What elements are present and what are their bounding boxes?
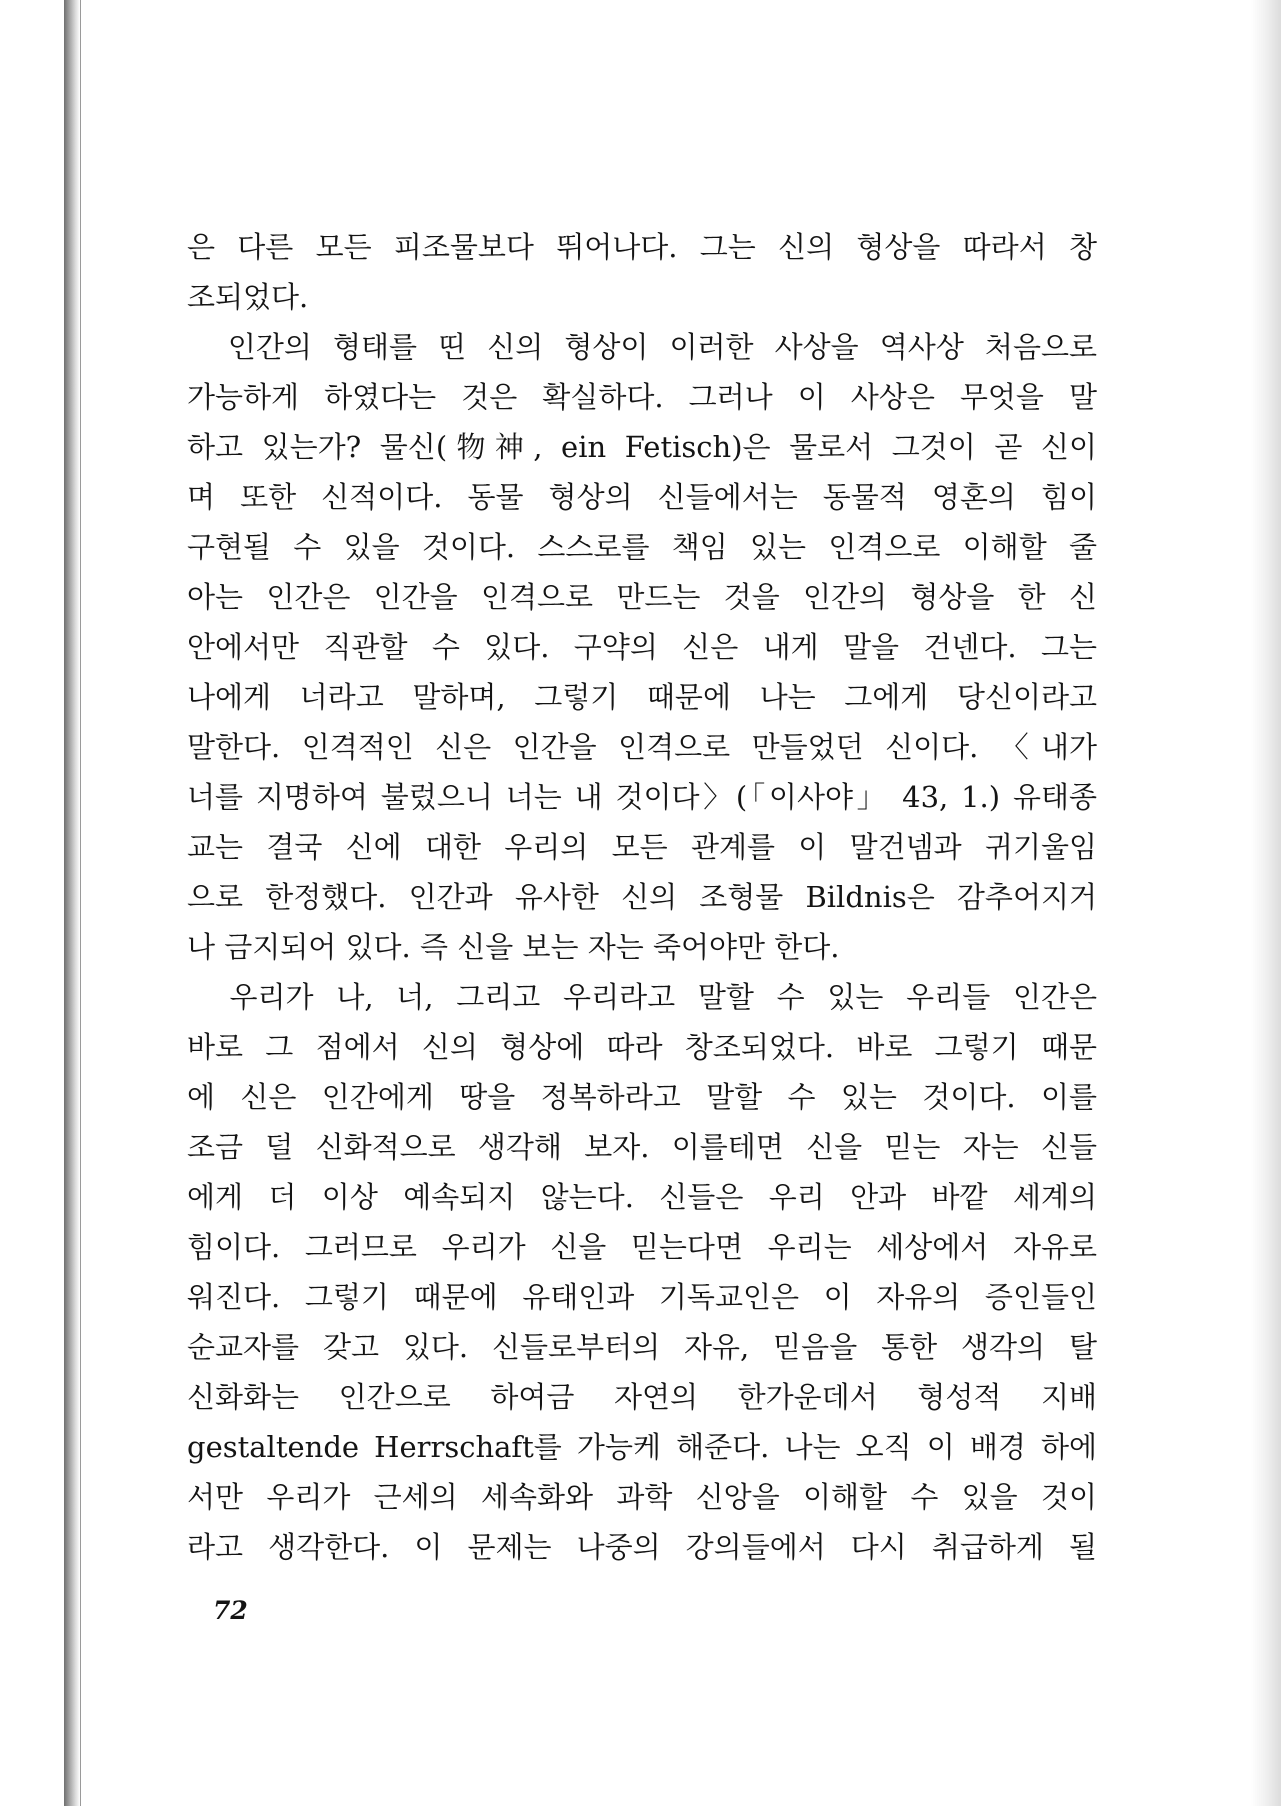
text-line: 서만 우리가 근세의 세속화와 과학 신앙을 이해할 수 있을 것이 xyxy=(187,1480,1097,1514)
page-number: 72 xyxy=(213,1596,248,1625)
text-line: 구현될 수 있을 것이다. 스스로를 책임 있는 인격으로 이해할 줄 xyxy=(187,530,1097,564)
body-text xyxy=(187,222,1097,1572)
text-line: 아는 인간은 인간을 인격으로 만드는 것을 인간의 형상을 한 신 xyxy=(187,580,1097,614)
text-line: 조되었다. xyxy=(187,280,309,314)
text-line: 순교자를 갖고 있다. 신들로부터의 자유, 믿음을 통한 생각의 탈 xyxy=(187,1330,1097,1364)
text-line: 은 다른 모든 피조물보다 뛰어나다. 그는 신의 형상을 따라서 창 xyxy=(187,230,1097,264)
text-line: 교는 결국 신에 대한 우리의 모든 관계를 이 말건넴과 귀기울임 xyxy=(187,830,1097,864)
page-binding-edge xyxy=(64,0,80,1806)
text-line: 가능하게 하였다는 것은 확실하다. 그러나 이 사상은 무엇을 말 xyxy=(187,380,1097,414)
text-line: 바로 그 점에서 신의 형상에 따라 창조되었다. 바로 그렇기 때문 xyxy=(187,1030,1097,1064)
text-line: 신화화는 인간으로 하여금 자연의 한가운데서 형성적 지배 xyxy=(187,1380,1097,1414)
text-line: 나 금지되어 있다. 즉 신을 보는 자는 죽어야만 한다. xyxy=(187,930,840,964)
text-line: 라고 생각한다. 이 문제는 나중의 강의들에서 다시 취급하게 될 xyxy=(187,1530,1097,1564)
page-right-shadow xyxy=(1251,0,1281,1806)
text-line: 나에게 너라고 말하며, 그렇기 때문에 나는 그에게 당신이라고 xyxy=(187,680,1097,714)
text-line: 힘이다. 그러므로 우리가 신을 믿는다면 우리는 세상에서 자유로 xyxy=(187,1230,1097,1264)
text-line: 조금 덜 신화적으로 생각해 보자. 이를테면 신을 믿는 자는 신들 xyxy=(187,1130,1097,1164)
text-line: 말한다. 인격적인 신은 인간을 인격으로 만들었던 신이다. 〈내가 xyxy=(187,730,1097,764)
text-line: 에 신은 인간에게 땅을 정복하라고 말할 수 있는 것이다. 이를 xyxy=(187,1080,1097,1114)
text-line: 하고 있는가? 물신(物神, ein Fetisch)은 물로서 그것이 곧 신이 xyxy=(187,430,1097,464)
text-line: 에게 더 이상 예속되지 않는다. 신들은 우리 안과 바깥 세계의 xyxy=(187,1180,1097,1214)
text-line: 우리가 나, 너, 그리고 우리라고 말할 수 있는 우리들 인간은 xyxy=(187,980,1097,1014)
text-line: 인간의 형태를 띤 신의 형상이 이러한 사상을 역사상 처음으로 xyxy=(187,330,1097,364)
text-line: 너를 지명하여 불렀으니 너는 내 것이다〉(「이사야」 43, 1.) 유태종 xyxy=(187,780,1097,814)
text-line: 으로 한정했다. 인간과 유사한 신의 조형물 Bildnis은 감추어지거 xyxy=(187,880,1097,914)
text-line: 안에서만 직관할 수 있다. 구약의 신은 내게 말을 건넨다. 그는 xyxy=(187,630,1097,664)
text-line: 워진다. 그렇기 때문에 유태인과 기독교인은 이 자유의 증인들인 xyxy=(187,1280,1097,1314)
text-line: 며 또한 신적이다. 동물 형상의 신들에서는 동물적 영혼의 힘이 xyxy=(187,480,1097,514)
text-line: gestaltende Herrschaft를 가능케 해준다. 나는 오직 이 배경 하에 xyxy=(187,1430,1097,1464)
